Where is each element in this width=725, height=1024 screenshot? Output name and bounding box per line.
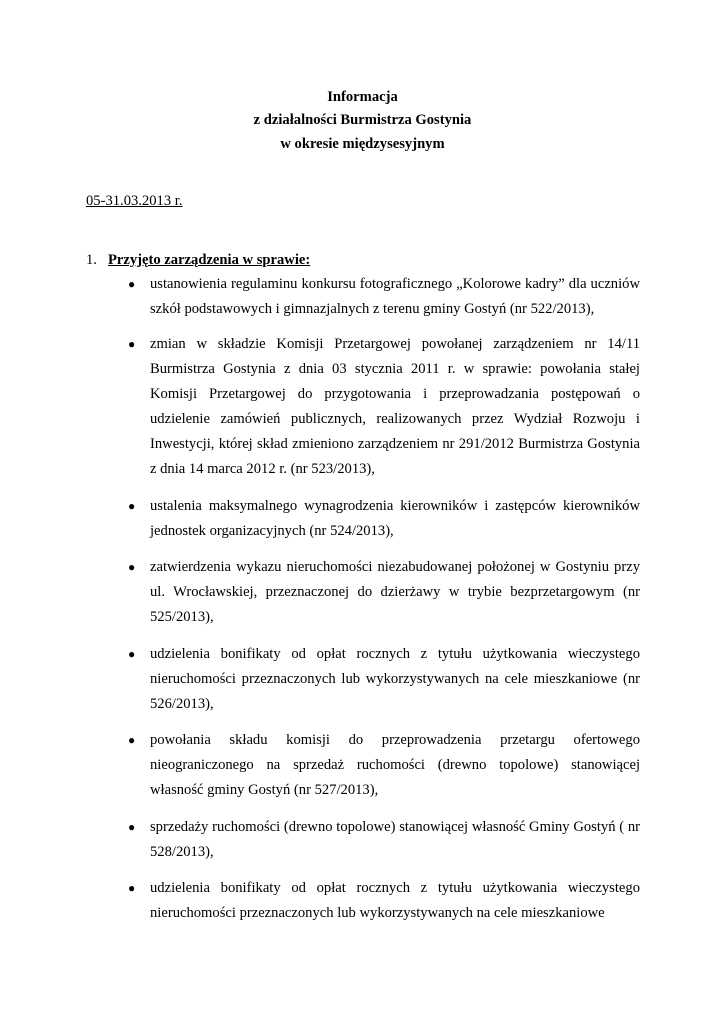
ordinance-list bbox=[86, 272, 640, 938]
reporting-period: 05-31.03.2013 r. bbox=[86, 193, 183, 209]
list-item bbox=[86, 876, 640, 926]
list-item-text: zatwierdzenia wykazu nieruchomości niezabudowanej położonej w Gostyniu przy ul. Wrocławskiej, przeznaczonej do dzierżawy w trybie bezprzetargowym (nr 525/2013), bbox=[150, 559, 640, 625]
list-item bbox=[86, 494, 640, 544]
bullet-icon: ● bbox=[128, 498, 136, 513]
bullet-icon: ● bbox=[128, 646, 136, 661]
document-subtitle: z działalności Burmistrza Gostynia bbox=[253, 112, 472, 128]
list-item-text: udzielenia bonifikaty od opłat rocznych z tytułu użytkowania wieczystego nieruchomości przeznaczonych lub wykorzystywanych na cele mieszkaniowe bbox=[150, 880, 640, 921]
section-number: 1. bbox=[86, 252, 97, 268]
list-item bbox=[86, 555, 640, 630]
list-item-text: ustalenia maksymalnego wynagrodzenia kierowników i zastępców kierowników jednostek organizacyjnych (nr 524/2013), bbox=[150, 497, 640, 539]
bullet-icon: ● bbox=[128, 337, 136, 351]
list-item bbox=[86, 332, 640, 482]
document-title: Informacja bbox=[327, 89, 398, 105]
list-item-text: udzielenia bonifikaty od opłat rocznych z tytułu użytkowania wieczystego nieruchomości przeznaczonych lub wykorzystywanych na cele mieszkaniowe (nr 526/2013), bbox=[150, 645, 640, 712]
bullet-icon: ● bbox=[128, 560, 136, 574]
list-item bbox=[86, 272, 640, 322]
bullet-icon: ● bbox=[128, 881, 136, 895]
list-item-text: zmian w składzie Komisji Przetargowej powołanej zarządzeniem nr 14/11 Burmistrza Gostynia z dnia 03 stycznia 2011 r. w sprawie: powołania stałej Komisji Przetargowej do przygotowania i przeprowadzania postępowań o udzielenie zamówień publicznych, realizowanych przez Wydział Rozwoju i Inwestycji, której skład zmieniono zarządzeniem nr 291/2012 Burmistrza Gostynia z dnia 14 marca 2012 r. (nr 523/2013), bbox=[150, 336, 640, 477]
bullet-icon: ● bbox=[128, 819, 136, 834]
section-heading bbox=[86, 248, 310, 272]
section-title: Przyjęto zarządzenia w sprawie: bbox=[108, 252, 311, 268]
list-item bbox=[86, 642, 640, 717]
list-item-text: powołania składu komisji do przeprowadzenia przetargu ofertowego nieograniczonego na sprzedaż ruchomości (drewno topolowe) stanowiącej własność gminy Gostyń (nr 527/2013), bbox=[150, 732, 640, 798]
bullet-icon: ● bbox=[128, 277, 136, 291]
list-item-text: ustanowienia regulaminu konkursu fotograficznego „Kolorowe kadry” dla uczniów szkół podstawowych i gimnazjalnych z terenu gminy Gostyń (nr 522/2013), bbox=[150, 276, 640, 317]
list-item bbox=[86, 815, 640, 865]
document-subtitle-period: w okresie międzysesyjnym bbox=[280, 136, 445, 152]
bullet-icon: ● bbox=[128, 733, 136, 747]
list-item-text: sprzedaży ruchomości (drewno topolowe) stanowiącej własność Gminy Gostyń ( nr 528/2013), bbox=[150, 818, 640, 860]
list-item bbox=[86, 728, 640, 803]
